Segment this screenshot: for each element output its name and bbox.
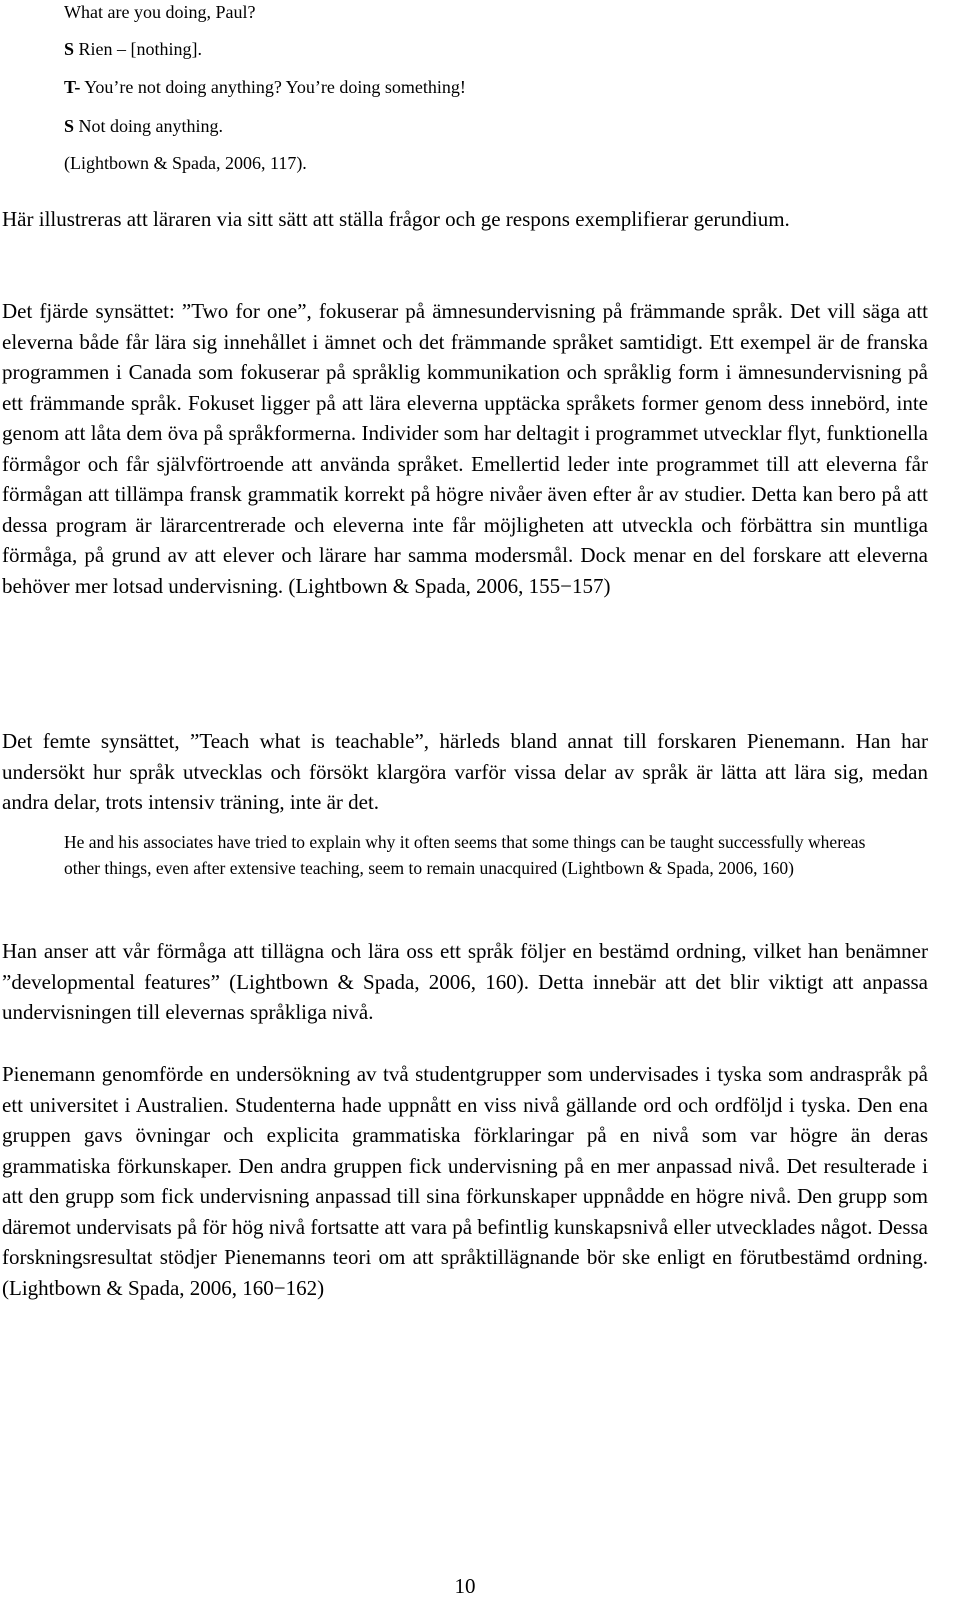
paragraph-gerund: Här illustreras att läraren via sitt sätt att ställa frågor och ge respons exemplifierar gerundium.	[2, 207, 790, 231]
paragraph-pienemann-study: Pienemann genomförde en undersökning av två studentgrupper som undervisades i tyska som andraspråk på ett universitet i Australien. Studenterna hade uppnått en viss nivå gällande ord och ordföljd i tyska. Den ena gruppen gavs övningar och explicita grammatiska förklaringar på en nivå som var högre än deras grammatiska förkunskaper. Den andra gruppen fick undervisning på en mer anpassad nivå. Det resulterade i att den grupp som fick undervisning anpassad till sina förkunskaper uppnådde en högre nivå. Den grupp som däremot undervisats på för hög nivå fortsatte att vara på befintlig kunskapsnivå eller utvecklades något. Dessa forskningsresultat stödjer Pienemanns teori om att språktillägnande bör ske enligt en förutbestämd ordning. (Lightbown & Spada, 2006, 160−162)	[2, 1062, 928, 1300]
dialogue-text: Not doing anything.	[74, 116, 224, 136]
dialogue-text: Rien – [nothing].	[74, 39, 203, 59]
dialogue-line	[64, 153, 307, 173]
dialogue-line	[64, 39, 202, 59]
paragraph-fourth-view: Det fjärde synsättet: ”Two for one”, fokuserar på ämnesundervisning på främmande språk. Det vill säga att eleverna både får lära sig innehållet i ämnet och det främmande språket samtidigt. Ett exempel är de franska programmen i Canada som fokuserar på språklig kommunikation och språklig form i ämnesundervisning på ett främmande språk. Fokuset ligger på att lära eleverna upptäcka språkets former genom dess innebörd, inte genom att låta dem öva på språkformerna. Individer som har deltagit i programmet utvecklar flyt, funktionella förmågor och får självförtroende att använda språket. Emellertid leder inte programmet till att eleverna får förmågan att tillämpa fransk grammatik korrekt på högre nivåer även efter år av studier. Detta kan bero på att dessa program är lärarcentrerade och eleverna inte får möjligheten att utveckla och förbättra sin muntliga förmåga, på grund av att elever och lärare har samma modersmål. Dock menar en del forskare att eleverna behöver mer lotsad undervisning. (Lightbown & Spada, 2006, 155−157)	[2, 299, 928, 598]
paragraph-developmental-features: Han anser att vår förmåga att tillägna och lära oss ett språk följer en bestämd ordning, vilket han benämner ”developmental features” (Lightbown & Spada, 2006, 160). Detta innebär att det blir viktigt att anpassa undervisningen till elevernas språkliga nivå.	[2, 939, 928, 1024]
dialogue-line	[64, 116, 223, 136]
dialogue-speaker: S	[64, 116, 75, 136]
dialogue-speaker: T-	[64, 77, 81, 97]
dialogue-text: You’re not doing anything? You’re doing something!	[80, 77, 466, 97]
paragraph-fifth-view: Det femte synsättet, ”Teach what is teachable”, härleds bland annat till forskaren Pienemann. Han har undersökt hur språk utvecklas och försökt klargöra varför vissa delar av språk är lätta att lära sig, medan andra delar, trots intensiv träning, inte är det.	[2, 729, 928, 814]
dialogue-speaker: S	[64, 39, 75, 59]
dialogue-line	[64, 77, 466, 97]
dialogue-line	[64, 2, 255, 22]
dialogue-text: What are you doing, Paul?	[64, 2, 256, 22]
page-number: 10	[454, 1574, 476, 1598]
dialogue-text: (Lightbown & Spada, 2006, 117).	[64, 153, 307, 173]
block-quote: He and his associates have tried to explain why it often seems that some things can be taught successfully whereas other things, even after extensive teaching, seem to remain unacquired (Lightbown & Spada, 2006, 160)	[64, 832, 866, 878]
